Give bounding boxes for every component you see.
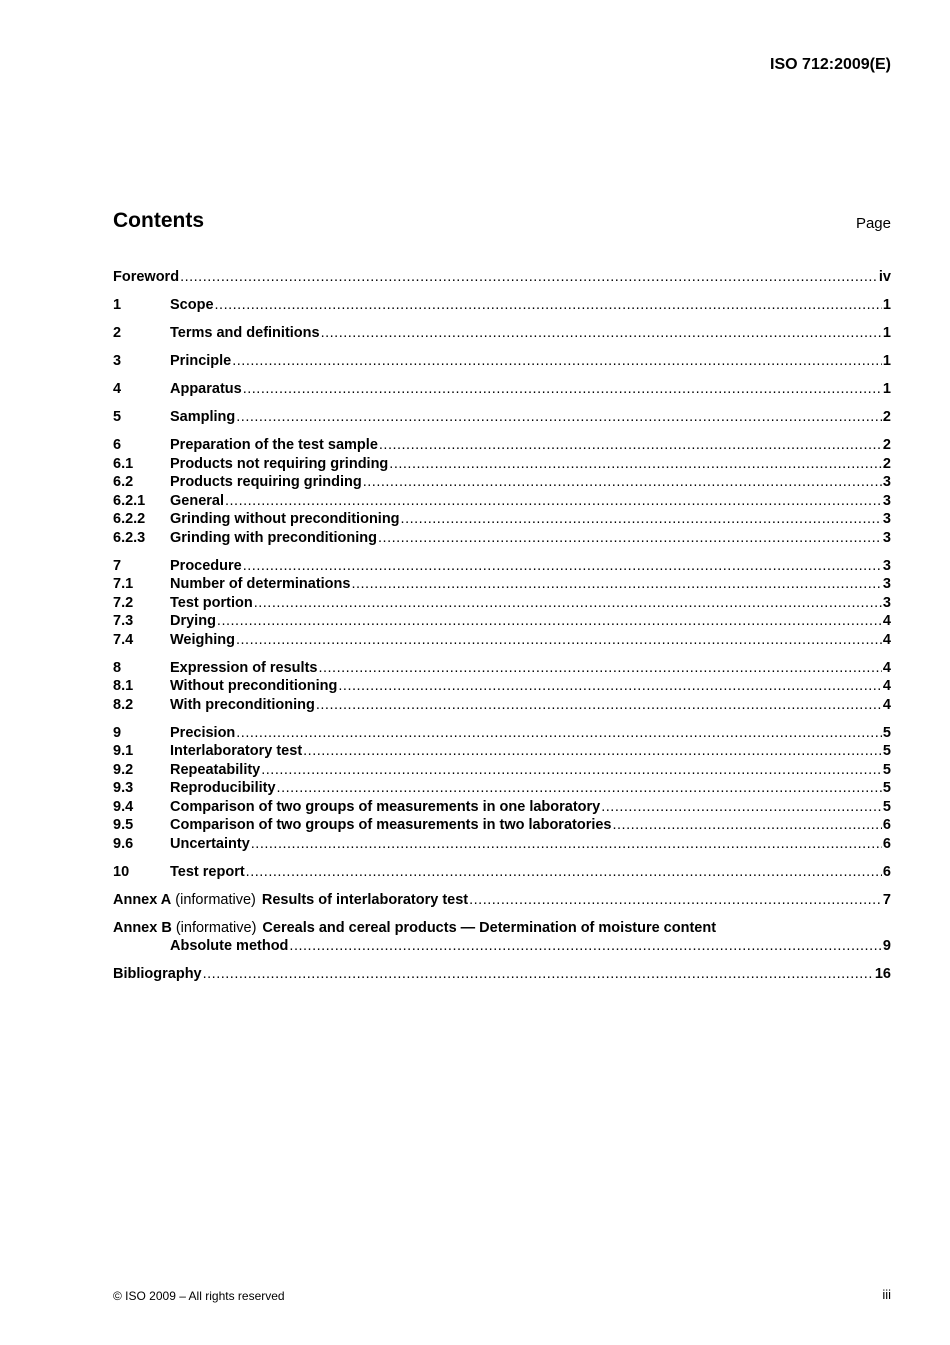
toc-entry-page: 3 <box>882 511 891 527</box>
toc-entry[interactable] <box>113 779 891 798</box>
dot-leader <box>236 408 882 427</box>
annex-b-informative: (informative) <box>175 919 257 936</box>
annex-a-label: Results of interlaboratory test <box>261 891 469 908</box>
toc-entry-page: 4 <box>882 678 891 694</box>
toc-entry-label: Drying <box>170 613 216 629</box>
toc-entry-label: Test portion <box>170 594 253 611</box>
toc-entry[interactable] <box>113 529 891 548</box>
toc-entry[interactable] <box>113 816 891 835</box>
dot-leader <box>389 455 882 474</box>
toc-entry[interactable] <box>113 798 891 817</box>
toc-entry-label: Expression of results <box>170 659 318 676</box>
annex-b-prefix: Annex B <box>113 919 172 936</box>
toc-entry[interactable] <box>113 510 891 529</box>
toc-entry-label: Preparation of the test sample <box>170 437 378 453</box>
dot-leader <box>236 631 882 650</box>
toc-entry-label: Apparatus <box>170 381 242 397</box>
toc-entry-label: Comparison of two groups of measurements in one laboratory <box>170 798 601 815</box>
toc-entry[interactable] <box>113 742 891 761</box>
toc-entry-number: 7.2 <box>113 594 134 611</box>
toc-entry-label: Terms and definitions <box>170 325 320 341</box>
toc-entry-page: 1 <box>882 325 891 341</box>
dot-leader <box>401 510 882 529</box>
toc-entry-number: 2 <box>113 325 122 341</box>
dot-leader <box>232 352 882 371</box>
toc-entry-page: 1 <box>882 381 891 397</box>
toc-entry-page: 2 <box>882 437 891 453</box>
dot-leader <box>243 557 882 576</box>
toc-entry-number: 5 <box>113 409 122 425</box>
dot-leader <box>203 965 874 984</box>
dot-leader <box>321 324 882 343</box>
toc-entry-number: 7 <box>113 557 122 574</box>
dot-leader <box>378 529 882 548</box>
toc-entry[interactable] <box>113 724 891 743</box>
toc-entry-number: 9.2 <box>113 761 134 778</box>
toc-entry-page: 3 <box>882 594 891 611</box>
toc-entry-page: 3 <box>882 492 891 509</box>
toc-entry-number: 6.2.3 <box>113 529 146 546</box>
toc-entry-number: 7.3 <box>113 613 134 629</box>
dot-leader <box>601 798 882 817</box>
toc-entry[interactable] <box>113 835 891 854</box>
toc-entry[interactable] <box>113 436 891 455</box>
toc-entry[interactable] <box>113 575 891 594</box>
toc-entry-number: 3 <box>113 353 122 369</box>
toc-entry-number: 8 <box>113 659 122 676</box>
dot-leader <box>236 724 882 743</box>
annex-b-label-line2: Absolute method <box>170 938 289 954</box>
toc-entry-number: 9.6 <box>113 835 134 852</box>
toc-entry[interactable] <box>113 863 891 882</box>
toc-entry-page: 2 <box>882 455 891 472</box>
toc-entry-page: 4 <box>882 659 891 676</box>
toc-entry-label: Foreword <box>113 269 180 285</box>
toc-entry-label: Without preconditioning <box>170 678 338 694</box>
annex-a-page: 7 <box>882 891 891 908</box>
toc-entry-page: 4 <box>882 696 891 713</box>
toc-entry[interactable] <box>113 380 891 399</box>
toc-entry-label: Procedure <box>170 557 242 574</box>
toc-entry-number: 9.5 <box>113 817 134 833</box>
toc-entry-page: 3 <box>882 576 891 592</box>
toc-entry-label: Reproducibility <box>170 780 276 796</box>
toc-entry-label: Principle <box>170 353 232 369</box>
toc-entry-number: 9.1 <box>113 743 134 759</box>
toc-entry-label: Products not requiring grinding <box>170 455 389 472</box>
toc-entry-label: Weighing <box>170 631 235 648</box>
dot-leader <box>613 816 882 835</box>
toc-entry[interactable] <box>113 268 891 287</box>
toc-entry[interactable] <box>113 659 891 678</box>
toc-entry[interactable] <box>113 352 891 371</box>
toc-entry-page: 2 <box>882 409 891 425</box>
toc-entry-number: 9.3 <box>113 780 134 796</box>
toc-entry-page: 3 <box>882 557 891 574</box>
toc-entry-label: Precision <box>170 724 236 741</box>
dot-leader <box>318 659 881 678</box>
toc-entry[interactable] <box>113 473 891 492</box>
annex-a-informative: (informative) <box>175 891 256 908</box>
toc-entry-number: 9 <box>113 724 122 741</box>
dot-leader <box>254 594 882 613</box>
toc-entry-page: 6 <box>882 817 891 833</box>
dot-leader <box>277 779 882 798</box>
toc-entry-page: 6 <box>882 863 891 880</box>
dot-leader <box>251 835 882 854</box>
toc-entry-label: Uncertainty <box>170 835 250 852</box>
bibliography-page: 16 <box>874 966 891 982</box>
dot-leader <box>379 436 882 455</box>
dot-leader <box>243 380 882 399</box>
toc-entry[interactable] <box>113 296 891 315</box>
toc-entry-page: 6 <box>882 835 891 852</box>
toc-entry-page: 3 <box>882 474 891 490</box>
toc-entry[interactable] <box>113 677 891 696</box>
toc-entry-page: 5 <box>882 724 891 741</box>
annex-b-label-line1: Cereals and cereal products — Determination of moisture content <box>262 919 717 936</box>
dot-leader <box>246 863 882 882</box>
toc-entry[interactable] <box>113 455 891 474</box>
footer-page-number: iii <box>882 1287 891 1302</box>
footer-copyright: © ISO 2009 – All rights reserved <box>113 1289 285 1303</box>
toc-entry-annex-a[interactable] <box>113 891 891 910</box>
toc-entry-page: 1 <box>882 297 891 313</box>
toc-entry-page: 5 <box>882 798 891 815</box>
toc-entry-number: 6.2.1 <box>113 492 146 509</box>
dot-leader <box>215 296 882 315</box>
toc-entry-label: Interlaboratory test <box>170 743 303 759</box>
dot-leader <box>351 575 881 594</box>
toc-entry-label: General <box>170 492 224 509</box>
toc-entry-number: 10 <box>113 863 130 880</box>
dot-leader <box>363 473 882 492</box>
toc-entry-label: Grinding without preconditioning <box>170 511 400 527</box>
toc-entry-annex-b[interactable] <box>113 919 891 938</box>
toc-entry[interactable] <box>113 631 891 650</box>
table-of-contents <box>113 268 891 984</box>
toc-entry-page: iv <box>878 269 891 285</box>
toc-entry[interactable] <box>113 324 891 343</box>
dot-leader <box>217 612 882 631</box>
toc-entry-number: 6.2.2 <box>113 511 146 527</box>
toc-entry-label: Comparison of two groups of measurements in two laboratories <box>170 817 612 833</box>
toc-entry-page: 3 <box>882 529 891 546</box>
toc-entry-number: 6 <box>113 437 122 453</box>
toc-entry-number: 1 <box>113 297 122 313</box>
toc-entry-number: 7.1 <box>113 576 134 592</box>
toc-entry-number: 4 <box>113 381 122 397</box>
dot-leader <box>261 761 882 780</box>
toc-entry-number: 9.4 <box>113 798 134 815</box>
toc-entry-number: 6.2 <box>113 474 134 490</box>
toc-entry-bibliography[interactable] <box>113 965 891 984</box>
toc-entry-number: 7.4 <box>113 631 134 648</box>
annex-a-prefix: Annex A <box>113 891 172 908</box>
dot-leader <box>303 742 882 761</box>
toc-entry-label: Sampling <box>170 409 236 425</box>
toc-entry-page: 1 <box>882 353 891 369</box>
dot-leader <box>316 696 882 715</box>
toc-entry-page: 4 <box>882 613 891 629</box>
toc-entry-label: Test report <box>170 863 245 880</box>
dot-leader <box>180 268 878 287</box>
toc-entry[interactable] <box>113 761 891 780</box>
toc-entry-label: Products requiring grinding <box>170 474 362 490</box>
toc-entry-page: 5 <box>882 780 891 796</box>
toc-entry-number: 6.1 <box>113 455 134 472</box>
dot-leader <box>225 492 882 511</box>
toc-entry-label: Number of determinations <box>170 576 351 592</box>
toc-entry-annex-b-continued[interactable] <box>113 937 891 956</box>
toc-entry-number: 8.1 <box>113 678 134 694</box>
toc-entry[interactable] <box>113 594 891 613</box>
toc-entry-label: Grinding with preconditioning <box>170 529 378 546</box>
toc-entry[interactable] <box>113 612 891 631</box>
toc-entry-page: 5 <box>882 743 891 759</box>
toc-entry[interactable] <box>113 696 891 715</box>
bibliography-label: Bibliography <box>113 966 202 982</box>
annex-b-page: 9 <box>882 938 891 954</box>
page-column-label: Page <box>855 215 891 232</box>
toc-entry-page: 5 <box>882 761 891 778</box>
toc-entry[interactable] <box>113 492 891 511</box>
toc-entry-label: Repeatability <box>170 761 261 778</box>
dot-leader <box>289 937 882 956</box>
document-id: ISO 712:2009(E) <box>770 56 891 73</box>
toc-entry[interactable] <box>113 408 891 427</box>
toc-entry[interactable] <box>113 557 891 576</box>
toc-entry-page: 4 <box>882 631 891 648</box>
dot-leader <box>338 677 882 696</box>
page-title: Contents <box>113 209 204 232</box>
toc-entry-label: With preconditioning <box>170 696 315 713</box>
toc-entry-number: 8.2 <box>113 696 134 713</box>
toc-entry-label: Scope <box>170 297 214 313</box>
dot-leader <box>469 891 882 910</box>
